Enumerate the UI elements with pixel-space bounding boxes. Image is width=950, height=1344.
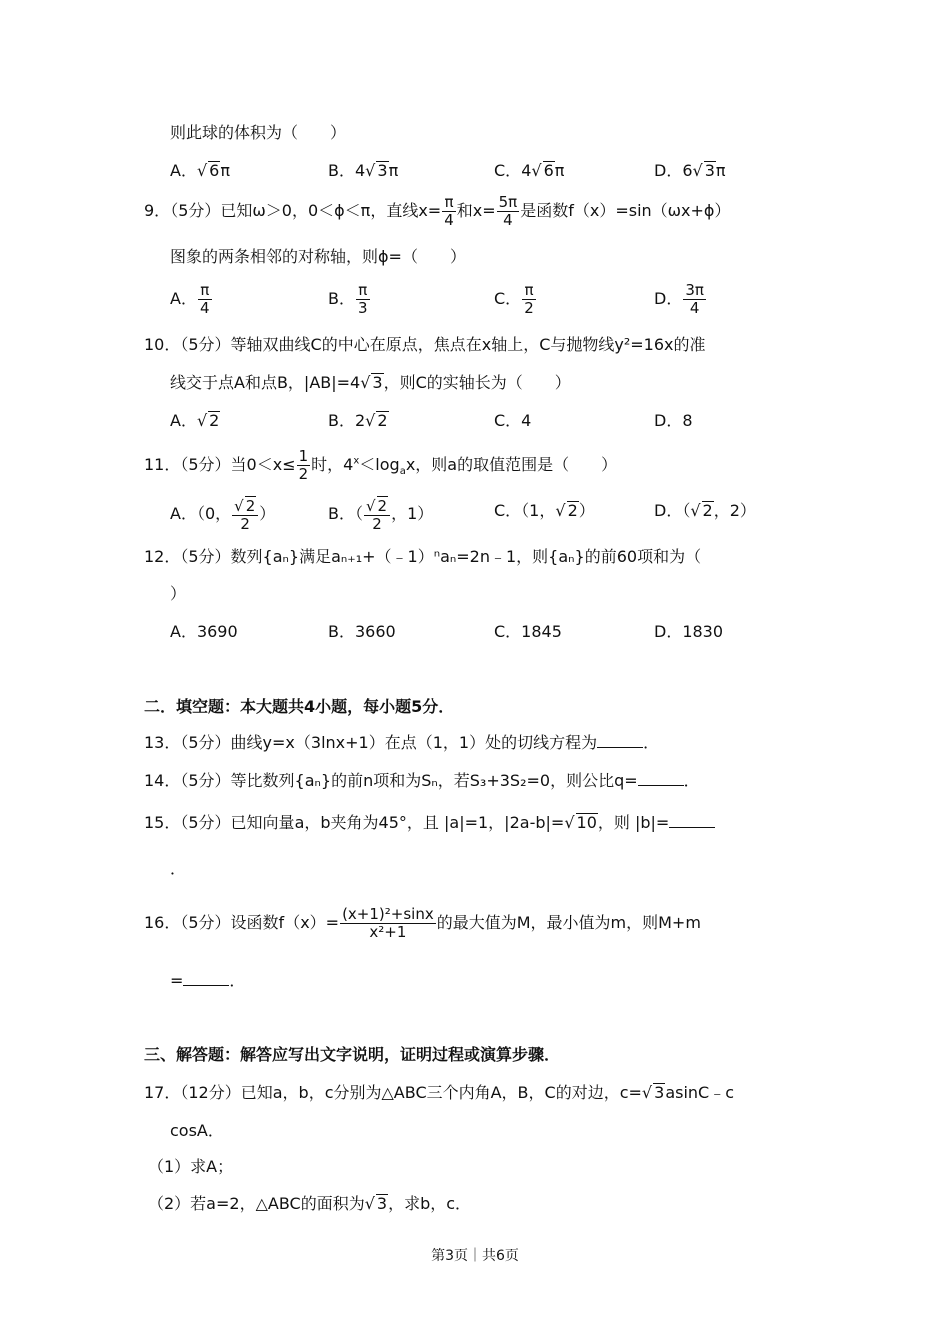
q9-frac-1: $\frac{\pi}{4}$ [444,193,454,229]
q10-option-d[interactable]: D．8 [654,411,693,430]
q9-option-b[interactable]: B． $\frac{\pi}{3}$ [328,281,368,317]
q10-option-c[interactable]: C．4 [494,411,532,430]
q10-stem-line2: 线交于点A和点B，|AB|=4√ 3，则C的实轴长为（ ） [170,373,571,392]
q12-option-a[interactable]: A．3690 [170,622,238,641]
q16-stem-line2: = ． [170,971,246,990]
q16-answer-blank[interactable] [183,971,229,986]
q9-option-c[interactable]: C． $\frac{\pi}{2}$ [494,281,534,317]
q8-option-c[interactable]: C．4√ 6π [494,161,565,180]
q15-answer-blank[interactable] [669,813,715,828]
q17-stem-line2: cosA． [170,1121,224,1140]
q8-option-a[interactable]: A．√ 6π [170,161,230,180]
page-footer: 第3页｜共6页 [431,1248,519,1264]
q9-stem-line2: 图象的两条相邻的对称轴，则ϕ=（ ） [170,247,466,266]
q13-stem: 13．（5分）曲线y=x（3lnx+1）在点（1，1）处的切线方程为 ． [144,733,660,752]
q15-stem: 15．（5分）已知向量a，b夹角为45°，且 |a|=1，|2a-b|=√ 10，则 |b|= [144,812,715,834]
q14-stem: 14．（5分）等比数列{aₙ}的前n项和为Sₙ，若S₃+3S₂=0，则公比q= ． [144,771,700,790]
q15-end: ． [170,859,187,878]
q13-answer-blank[interactable] [597,733,643,748]
q11-option-d[interactable]: D．（√ 2，2） [654,501,756,520]
q14-answer-blank[interactable] [638,771,684,786]
q9-option-d[interactable]: D． $\frac{3\pi}{4}$ [654,281,704,317]
q9-frac-2: $\frac{5\pi}{4}$ [498,193,518,229]
q11-stem: 11．（5分）当0＜x≤ $\frac{1}{2}$ 时，$4^x<\log_ax$，则a的取值范围是（ ） [144,447,618,483]
q11-option-a[interactable]: A．（0， $\frac{√ 2}{2}$ ） [170,497,276,533]
q17-stem: 17．（12分）已知a，b，c分别为△ABC三个内角A，B，C的对边，c=√ 3asinC﹣c [144,1083,735,1102]
q12-stem: 12．（5分）数列{aₙ}满足aₙ₊₁+（﹣1）ⁿaₙ=2n﹣1，则{aₙ}的前60项和为（ [144,547,702,566]
q17-part-1: （1）求A； [148,1157,234,1176]
q9-option-a[interactable]: A． $\frac{\pi}{4}$ [170,281,210,317]
q12-option-d[interactable]: D．1830 [654,622,724,641]
q16-stem: 16．（5分）设函数f（x）= $\frac{\text{(x+1)²+sinx}}{\text{x²+1}}$ 的最大值为M，最小值为m，则M+m [144,905,701,941]
q11-option-b[interactable]: B．（ $\frac{√ 2}{2}$ ，1） [328,497,434,533]
q10-stem: 10．（5分）等轴双曲线C的中心在原点，焦点在x轴上，C与抛物线y²=16x的准 [144,335,706,354]
q17-part-2: （2）若a=2，△ABC的面积为√ 3，求b，c． [148,1194,472,1213]
q10-option-a[interactable]: A．√ 2 [170,411,220,430]
q12-option-c[interactable]: C．1845 [494,622,562,641]
q12-stem-line2: ） [170,584,187,603]
q10-option-b[interactable]: B．2√ 2 [328,411,388,430]
q8-tail: 则此球的体积为（ ） [170,123,347,142]
q9-stem: 9．（5分）已知ω＞0，0＜ϕ＜π，直线x= $\frac{\pi}{4}$ 和x= $\frac{5\pi}{4}$ 是函数f（x）=sin（ωx+ϕ） [144,193,731,229]
section-3-heading: 三、解答题：解答应写出文字说明，证明过程或演算步骤． [144,1045,561,1064]
q12-option-b[interactable]: B．3660 [328,622,396,641]
section-2-heading: 二．填空题：本大题共4小题，每小题5分． [144,697,455,716]
q8-option-b[interactable]: B．4√ 3π [328,161,399,180]
q11-option-c[interactable]: C．（1，√ 2） [494,501,595,520]
q16-frac: $\frac{\text{(x+1)²+sinx}}{\text{x²+1}}$ [342,905,434,941]
q8-option-d[interactable]: D．6√ 3π [654,161,726,180]
